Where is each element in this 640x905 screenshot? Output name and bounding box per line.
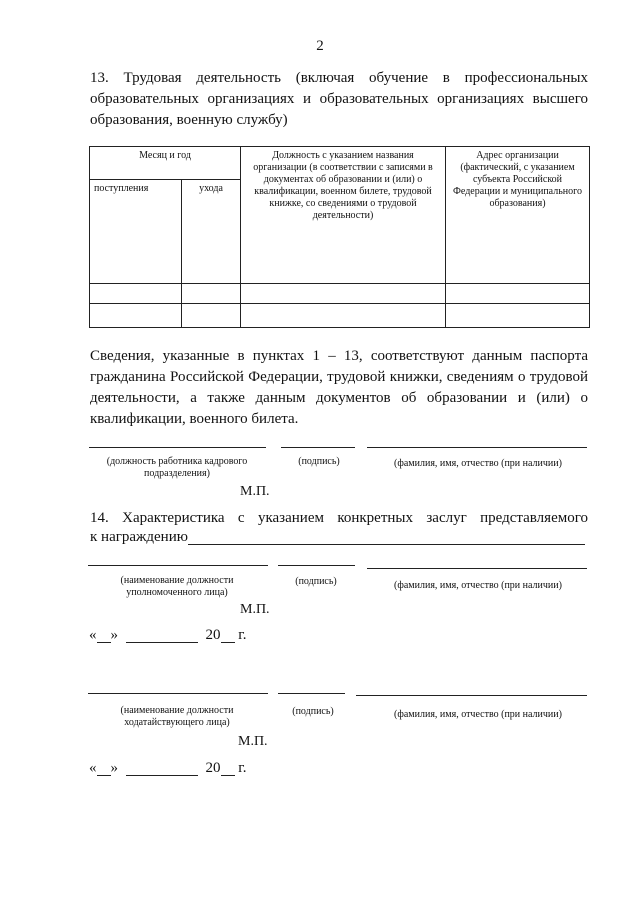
date1-year-field[interactable] [221,628,235,643]
section-13-heading: 13. Трудовая деятельность (включая обучение в профессиональных образовательных организациях и образовательных организациях высшего образования, военную службу) [90,70,588,128]
table-cell[interactable] [182,304,241,328]
date2-day-field[interactable] [97,761,111,776]
date1-day-field[interactable] [97,628,111,643]
hr-position-line[interactable] [89,447,266,448]
hr-stamp-label: М.П. [240,484,270,499]
petitioner-signature-line[interactable] [278,693,345,694]
date2-year-suffix: г. [238,760,247,776]
date1-open-quote: « [89,627,97,643]
date1-century: 20 [205,627,221,643]
table-cell[interactable] [241,284,446,304]
table-cell[interactable] [182,284,241,304]
table-cell[interactable] [90,284,182,304]
petitioner-signature-caption: (подпись) [292,706,334,717]
hr-name-line[interactable] [367,447,587,448]
table-cell[interactable] [90,304,182,328]
petitioner-position-line[interactable] [88,693,268,694]
confirmation-text: Сведения, указанные в пунктах 1 – 13, соответствуют данным паспорта гражданина Российской Федерации, трудовой книжки, сведениям о трудовой деятельности, а также данным документов об образовании и (или) о квалификации, военного билета. [90,348,588,427]
table-header-row [90,147,590,180]
table-cell[interactable] [241,304,446,328]
header-end [182,180,241,284]
petitioner-stamp-label: М.П. [238,734,268,749]
date1-close-quote: » [110,627,118,643]
date-line-1 [89,627,246,644]
header-end-label: ухода [199,183,223,194]
hr-position-caption: (должность работника кадрового подразделения) [106,456,248,479]
table-row [90,304,590,328]
characteristic-input-line[interactable] [188,544,585,545]
header-month-year [90,147,241,180]
hr-name-caption: (фамилия, имя, отчество (при наличии) [394,458,562,469]
date1-year-suffix: г. [238,627,247,643]
authorized-name-caption: (фамилия, имя, отчество (при наличии) [394,580,562,591]
petitioner-name-caption: (фамилия, имя, отчество (при наличии) [394,709,562,720]
hr-signature-caption: (подпись) [298,456,340,467]
date1-month-field[interactable] [126,628,198,643]
table-row [90,284,590,304]
section-14-line1: 14. Характеристика с указанием конкретных заслуг представляемого [90,510,588,526]
date2-open-quote: « [89,760,97,776]
date-line-2 [89,760,246,777]
date2-year-field[interactable] [221,761,235,776]
authorized-stamp-label: М.П. [240,602,270,617]
authorized-signature-caption: (подпись) [295,576,337,587]
table-cell[interactable] [446,304,590,328]
authorized-signature-line[interactable] [278,565,355,566]
petitioner-position-caption: (наименование должности ходатайствующего лица) [120,705,234,728]
date2-close-quote: » [110,760,118,776]
header-position-label: Должность с указанием названия организации (в соответствии с записями в документах об образовании и (или) о квалификации, военном билете, трудовой книжке, со сведениями о трудовой деятельности) [253,150,433,221]
section-14-line2: к награждению [90,529,188,545]
employment-table [89,146,590,328]
petitioner-name-line[interactable] [356,695,587,696]
header-start [90,180,182,284]
authorized-name-line[interactable] [367,568,587,569]
header-start-label: поступления [94,183,149,194]
date2-century: 20 [205,760,221,776]
header-month-year-label: Месяц и год [139,150,191,161]
page-number: 2 [316,38,324,54]
header-position [241,147,446,284]
authorized-position-caption: (наименование должности уполномоченного лица) [120,575,234,598]
date2-month-field[interactable] [126,761,198,776]
table-cell[interactable] [446,284,590,304]
authorized-position-line[interactable] [88,565,268,566]
header-address-label: Адрес организации (фактический, с указанием субъекта Российской Федерации и муниципального образования) [453,150,582,209]
hr-signature-line[interactable] [281,447,355,448]
header-address [446,147,590,284]
